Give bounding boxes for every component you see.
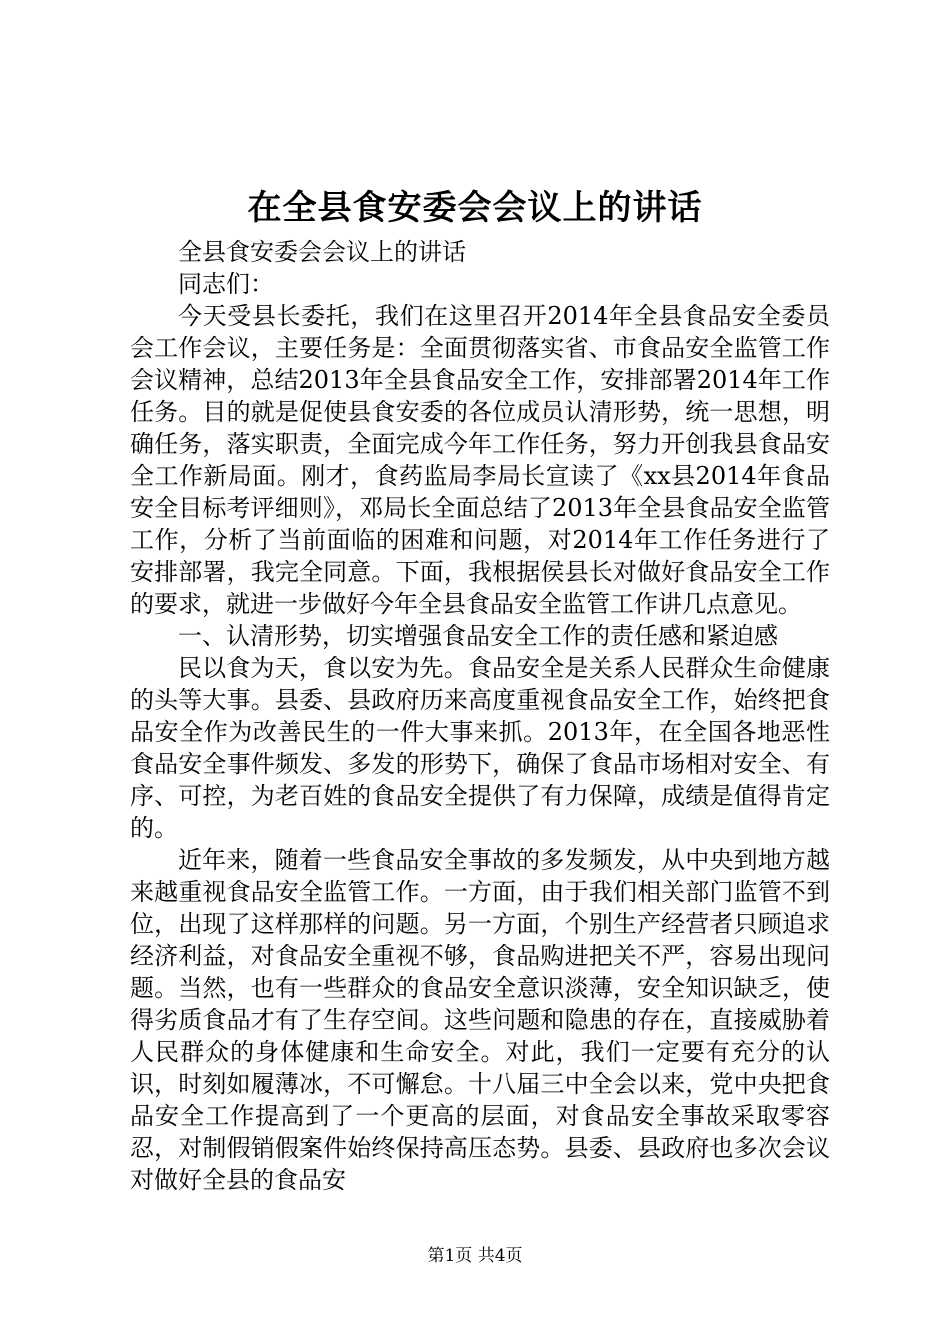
document-body bbox=[130, 236, 830, 1196]
paragraph-recent-years: 近年来，随着一些食品安全事故的多发频发，从中央到地方越来越重视食品安全监管工作。一方面，由于我们相关部门监管不到位，出现了这样那样的问题。另一方面，个别生产经营者只顾追求经济利益，对食品安全重视不够，食品购进把关不严，容易出现问题。当然，也有一些群众的食品安全意识淡薄，安全知识缺乏，使得劣质食品才有了生存空间。这些问题和隐患的存在，直接威胁着人民群众的身体健康和生命安全。对此，我们一定要有充分的认识，时刻如履薄冰，不可懈怠。十八届三中全会以来，党中央把食品安全工作提高到了一个更高的层面，对食品安全事故采取零容忍，对制假销假案件始终保持高压态势。县委、县政府也多次会议对做好全县的食品安 bbox=[130, 846, 830, 1194]
section-heading-1: 一、认清形势，切实增强食品安全工作的责任感和紧迫感 bbox=[178, 622, 778, 650]
paragraph-salutation: 同志们： bbox=[178, 270, 274, 298]
page-footer: 第1页 共4页 bbox=[427, 1246, 523, 1266]
paragraph-subtitle: 全县食安委会会议上的讲话 bbox=[178, 238, 466, 266]
paragraph-section-1: 民以食为天，食以安为先。食品安全是关系人民群众生命健康的头等大事。县委、县政府历来高度重视食品安全工作，始终把食品安全作为改善民生的一件大事来抓。2013年，在全国各地恶性食品安全事件频发、多发的形势下，确保了食品市场相对安全、有序、可控，为老百姓的食品安全提供了有力保障，成绩是值得肯定的。 bbox=[130, 654, 830, 842]
document-title: 在全县食安委会会议上的讲话 bbox=[247, 188, 703, 228]
paragraph-intro: 今天受县长委托，我们在这里召开2014年全县食品安全委员会工作会议，主要任务是：全面贯彻落实省、市食品安全监管工作会议精神，总结2013年全县食品安全工作，安排部署2014年工作任务。目的就是促使县食安委的各位成员认清形势，统一思想，明确任务，落实职责，全面完成今年工作任务，努力开创我县食品安全工作新局面。刚才，食药监局李局长宣读了《xx县2014年食品安全目标考评细则》，邓局长全面总结了2013年全县食品安全监管工作，分析了当前面临的困难和问题，对2014年工作任务进行了安排部署，我完全同意。下面，我根据侯县长对做好食品安全工作的要求，就进一步做好今年全县食品安全监管工作讲几点意见。 bbox=[130, 302, 830, 618]
